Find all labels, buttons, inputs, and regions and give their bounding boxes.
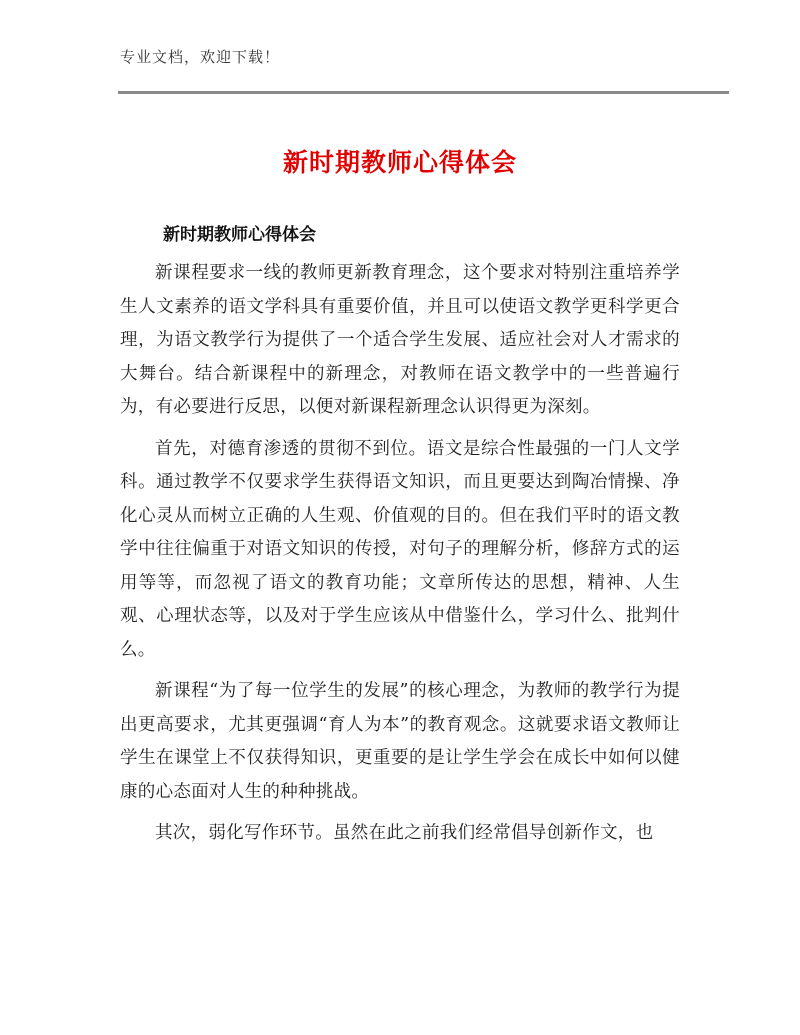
document-subtitle: 新时期教师心得体会 [163,225,316,245]
paragraph: 新课程要求一线的教师更新教育理念，这个要求对特别注重培养学生人文素养的语文学科具有重要价值，并且可以使语文教学更科学更合理，为语文教学行为提供了一个适合学生发展、适应社会对人才需求的大舞台。结合新课程中的新理念，对教师在语文教学中的一些普遍行为，有必要进行反思，以便对新课程新理念认识得更为深刻。 [120,263,680,417]
paragraph: 首先，对德育渗透的贯彻不到位。语文是综合性最强的一门人文学科。通过教学不仅要求学生获得语文知识，而且更要达到陶冶情操、净化心灵从而树立正确的人生观、价值观的目的。但在我们平时的语文教学中往往偏重于对语文知识的传授，对句子的理解分析，修辞方式的运用等等，而忽视了语文的教育功能；文章所传达的思想，精神、人生观、心理状态等，以及对于学生应该从中借鉴什么，学习什么、批判什么。 [120,438,680,660]
document-title: 新时期教师心得体会 [282,148,517,177]
paragraph: 新课程“为了每一位学生的发展”的核心理念，为教师的教学行为提出更高要求，尤其更强调“育人为本”的教育观念。这就要求语文教师让学生在课堂上不仅获得知识，更重要的是让学生学会在成长中如何以健康的心态面对人生的种种挑战。 [120,681,680,802]
document-body [120,257,680,859]
paragraph: 其次，弱化写作环节。虽然在此之前我们经常倡导创新作文，也 [155,823,654,843]
page-header-text: 专业文档，欢迎下载！ [120,48,281,66]
header-divider [118,91,729,94]
